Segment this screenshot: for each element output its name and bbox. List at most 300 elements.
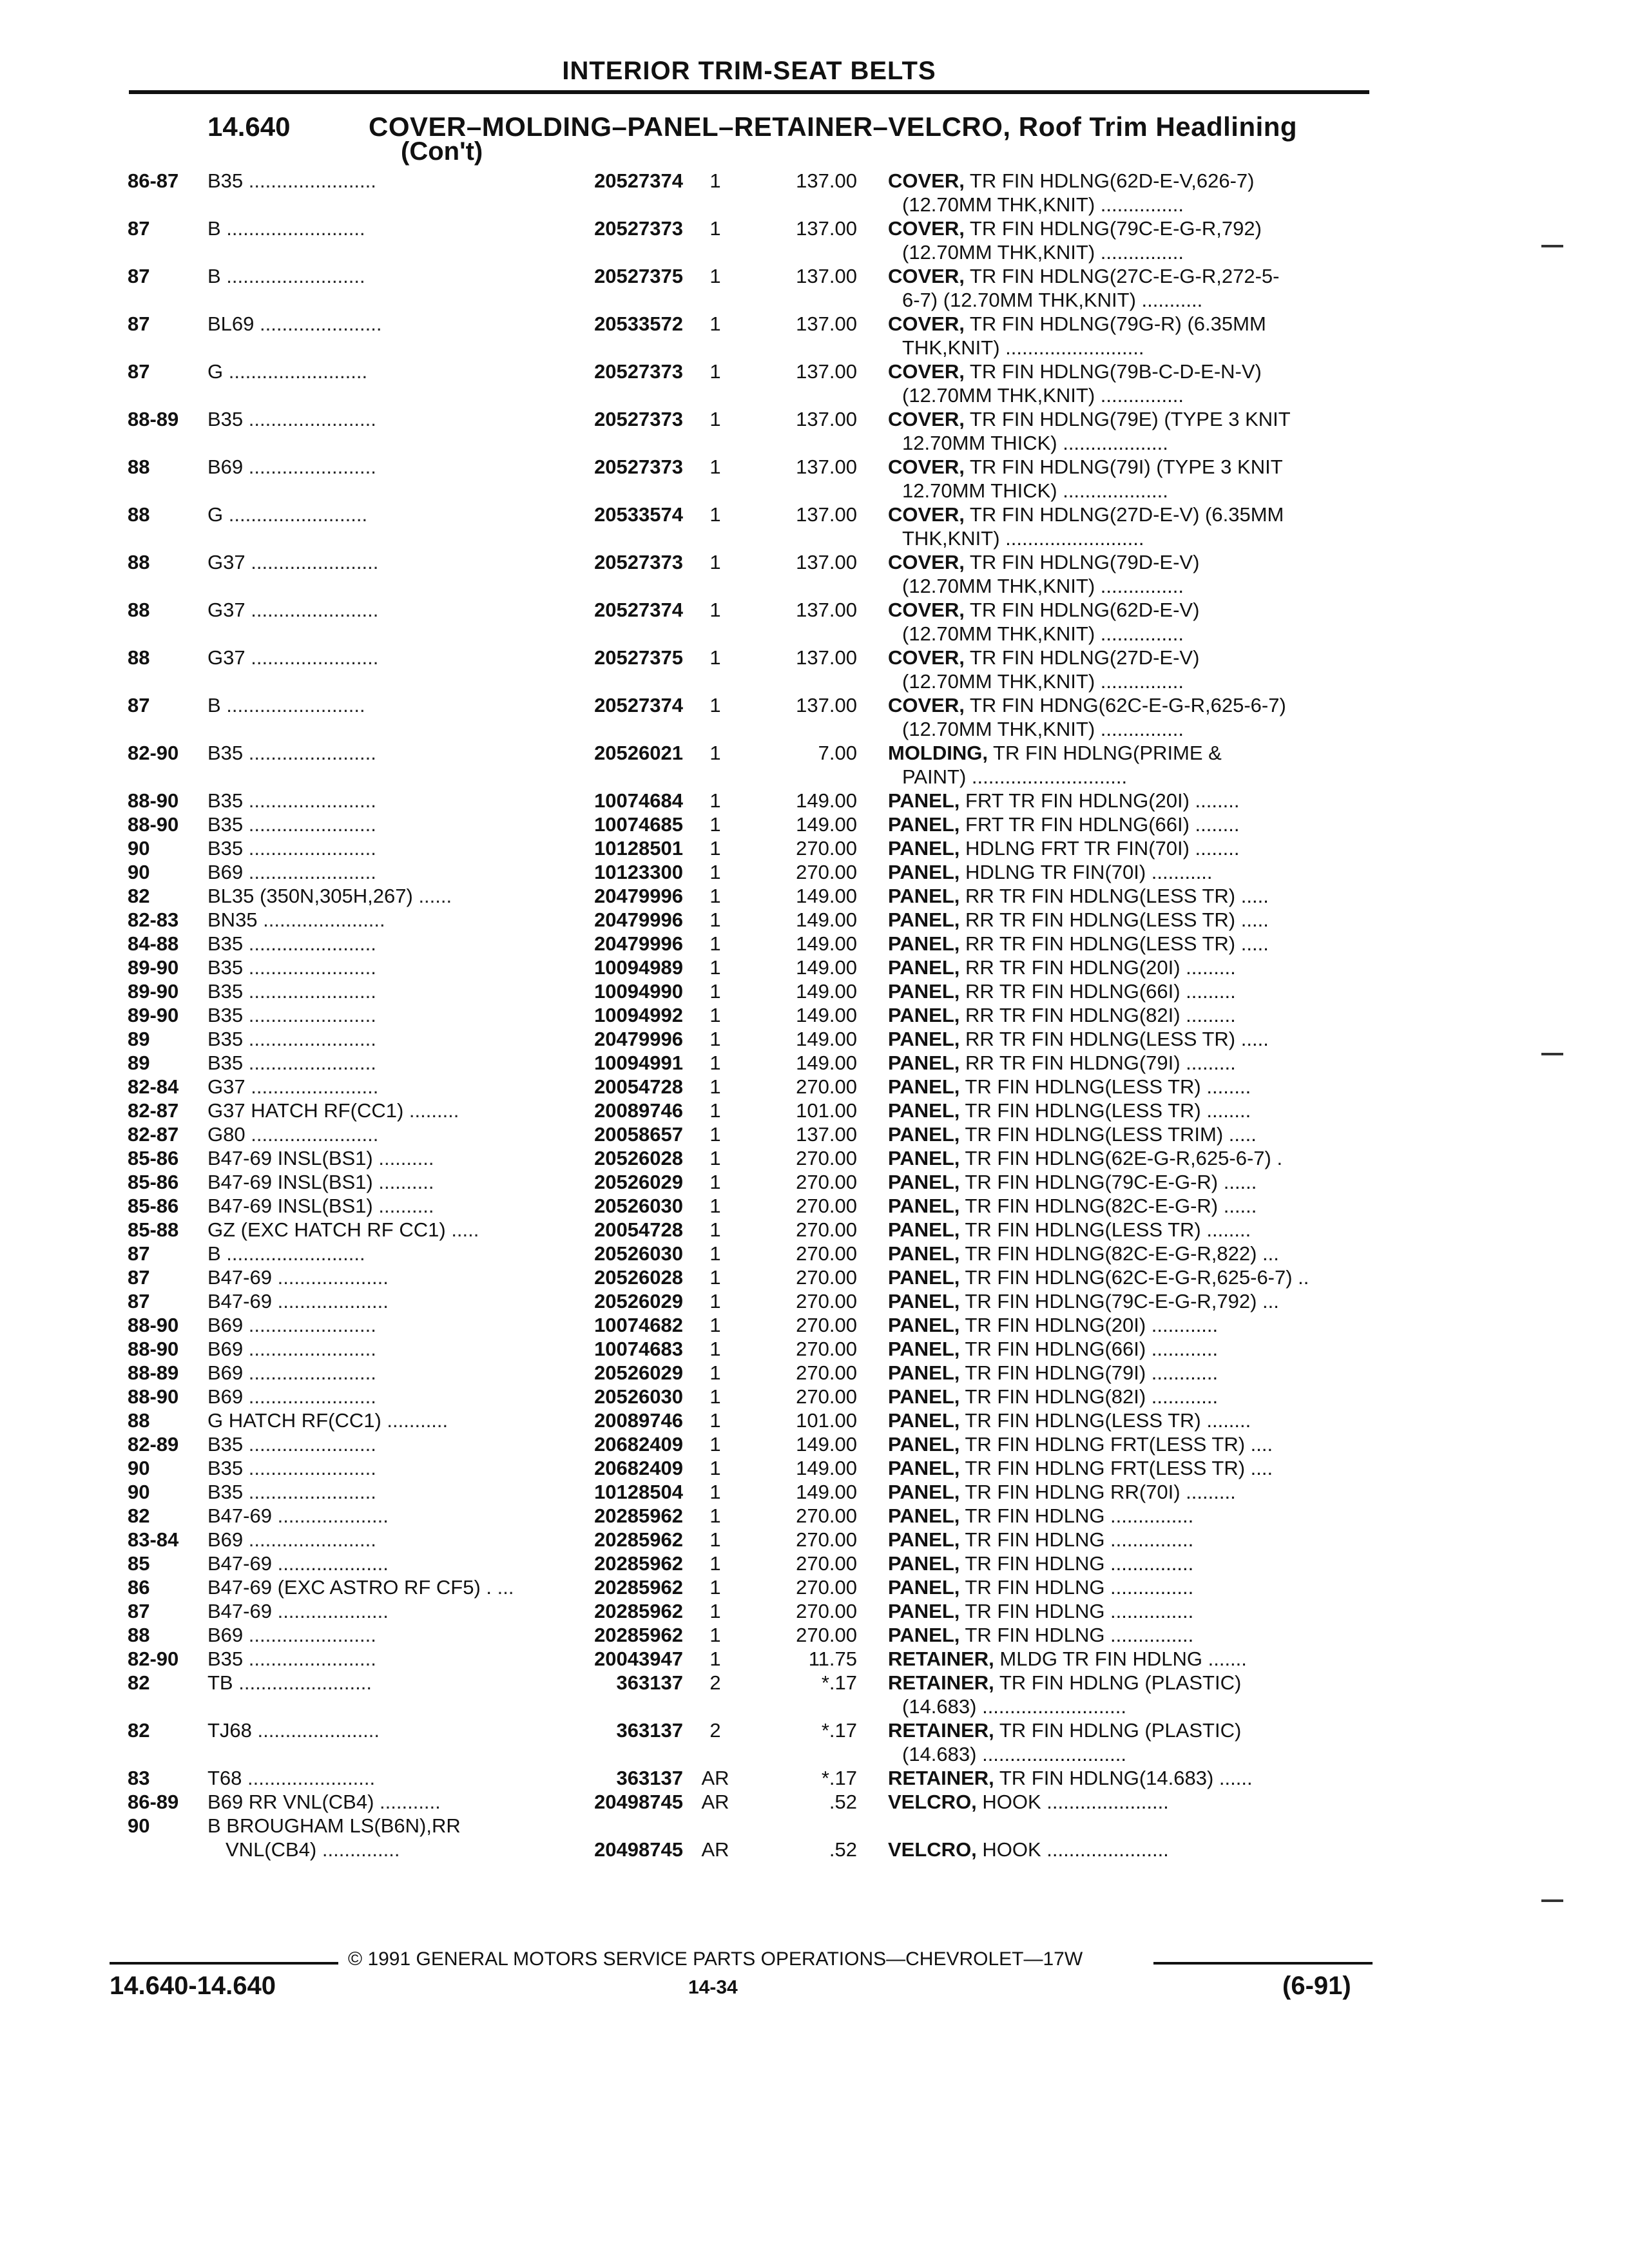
model-cell bbox=[207, 1504, 555, 1528]
leader-dots: ...................... bbox=[257, 908, 385, 931]
part-number-cell: 20526029 bbox=[594, 1290, 683, 1312]
description-continuation: (12.70MM THK,KNIT) ............... bbox=[902, 718, 1184, 740]
table-row bbox=[0, 598, 1629, 646]
description-cell bbox=[888, 693, 1358, 717]
description-cell bbox=[888, 646, 1358, 669]
table-row bbox=[0, 312, 1629, 360]
model-text: G37 bbox=[207, 646, 246, 669]
model-cell bbox=[207, 1718, 555, 1742]
description-cell bbox=[888, 1146, 1358, 1170]
description-text: TR FIN HDLNG(LESS TR) ........ bbox=[959, 1099, 1251, 1122]
margin-mark bbox=[1541, 1053, 1563, 1055]
part-number-cell: 363137 bbox=[616, 1671, 683, 1694]
description-text: TR FIN HDLNG(27C-E-G-R,272-5- bbox=[964, 265, 1280, 287]
model-text: B bbox=[207, 217, 221, 240]
quantity-cell: 1 bbox=[709, 1504, 721, 1527]
quantity-cell: 1 bbox=[709, 1052, 721, 1074]
model-text: B35 bbox=[207, 789, 244, 812]
part-number-cell: 10094991 bbox=[594, 1052, 683, 1074]
description-text: RR TR FIN HDLNG(20I) ......... bbox=[959, 956, 1236, 979]
model-cell bbox=[207, 812, 555, 836]
price-cell: *.17 bbox=[821, 1671, 857, 1694]
quantity-cell: 1 bbox=[709, 1218, 721, 1241]
year-cell: 88 bbox=[128, 1409, 150, 1432]
price-cell: 137.00 bbox=[796, 646, 857, 669]
model-text: B BROUGHAM LS(B6N),RR bbox=[207, 1814, 461, 1837]
model-cell bbox=[207, 1146, 555, 1170]
year-cell: 90 bbox=[128, 1814, 150, 1837]
leader-dots: ....................... bbox=[243, 1433, 376, 1456]
model-text: B35 bbox=[207, 1457, 244, 1479]
description-text: RR TR FIN HDLNG(66I) ......... bbox=[959, 980, 1236, 1003]
quantity-cell: 1 bbox=[709, 1290, 721, 1312]
price-cell: 137.00 bbox=[796, 599, 857, 621]
description-keyword: COVER, bbox=[888, 503, 965, 526]
year-cell: 90 bbox=[128, 837, 150, 860]
part-number-cell: 20527373 bbox=[594, 360, 683, 383]
quantity-cell: 1 bbox=[709, 1600, 721, 1622]
part-number-cell: 10094989 bbox=[594, 956, 683, 979]
description-text: RR TR FIN HDLNG(82I) ......... bbox=[959, 1004, 1236, 1026]
model-text: BN35 bbox=[207, 908, 258, 931]
model-text: G bbox=[207, 360, 224, 383]
description-keyword: PANEL, bbox=[888, 861, 960, 883]
description-cell bbox=[888, 550, 1358, 574]
model-text: B bbox=[207, 1242, 221, 1265]
price-cell: 11.75 bbox=[808, 1648, 857, 1670]
model-text: G80 bbox=[207, 1123, 246, 1146]
leader-dots: ....................... bbox=[245, 599, 379, 621]
description-cell bbox=[888, 264, 1358, 288]
description-cell bbox=[888, 1528, 1358, 1552]
description-cell bbox=[888, 1289, 1358, 1313]
footer-rule-right bbox=[1153, 1962, 1373, 1965]
year-cell: 83 bbox=[128, 1767, 150, 1789]
year-cell: 82-84 bbox=[128, 1075, 179, 1098]
table-row bbox=[0, 956, 1629, 979]
model-cell bbox=[207, 1075, 555, 1099]
description-cell bbox=[888, 1313, 1358, 1337]
description-keyword: PANEL, bbox=[888, 1171, 960, 1193]
quantity-cell: 1 bbox=[709, 1481, 721, 1503]
quantity-cell: 1 bbox=[709, 408, 721, 430]
price-cell: 270.00 bbox=[796, 1576, 857, 1599]
description-keyword: COVER, bbox=[888, 551, 965, 573]
part-number-cell: 20498745 bbox=[594, 1838, 683, 1861]
part-number-cell: 363137 bbox=[616, 1719, 683, 1742]
table-row bbox=[0, 1170, 1629, 1194]
table-row bbox=[0, 646, 1629, 693]
part-number-cell: 20526030 bbox=[594, 1195, 683, 1217]
description-keyword: PANEL, bbox=[888, 1600, 960, 1622]
table-row bbox=[0, 1552, 1629, 1575]
quantity-cell: 1 bbox=[709, 1266, 721, 1289]
model-cell bbox=[207, 1790, 555, 1814]
model-text: B69 RR VNL(CB4) bbox=[207, 1791, 374, 1813]
model-cell bbox=[207, 836, 555, 860]
description-text: TR FIN HDLNG(27D-E-V) bbox=[964, 646, 1200, 669]
price-cell: 270.00 bbox=[796, 1624, 857, 1646]
table-row bbox=[0, 1790, 1629, 1814]
description-text: TR FIN HDLNG(LESS TRIM) ..... bbox=[959, 1123, 1257, 1146]
parts-table bbox=[0, 169, 1629, 1861]
leader-dots: ......................... bbox=[220, 694, 365, 716]
leader-dots: ....................... bbox=[243, 1361, 376, 1384]
table-row bbox=[0, 1099, 1629, 1122]
part-number-cell: 20527374 bbox=[594, 169, 683, 192]
price-cell: 137.00 bbox=[796, 408, 857, 430]
part-number-cell: 20526021 bbox=[594, 742, 683, 764]
description-text: HDLNG FRT TR FIN(70I) ........ bbox=[959, 837, 1240, 860]
model-cell bbox=[207, 1194, 555, 1218]
section-subtitle: (Con't) bbox=[401, 137, 483, 166]
model-text: B47-69 (EXC ASTRO RF CF5) . bbox=[207, 1576, 492, 1599]
description-text: TR FIN HDLNG FRT(LESS TR) .... bbox=[959, 1433, 1273, 1456]
quantity-cell: 1 bbox=[709, 789, 721, 812]
price-cell: 270.00 bbox=[796, 1361, 857, 1384]
description-keyword: PANEL, bbox=[888, 1361, 960, 1384]
description-cell bbox=[888, 1623, 1358, 1647]
price-cell: 270.00 bbox=[796, 1314, 857, 1336]
description-text: HOOK ...................... bbox=[976, 1791, 1169, 1813]
year-cell: 87 bbox=[128, 1242, 150, 1265]
quantity-cell: 1 bbox=[709, 1624, 721, 1646]
year-cell: 82-90 bbox=[128, 742, 179, 764]
quantity-cell: AR bbox=[701, 1791, 729, 1813]
model-cell bbox=[207, 550, 555, 574]
model-text: B35 bbox=[207, 837, 244, 860]
leader-dots: ......................... bbox=[220, 1242, 365, 1265]
model-text: TJ68 bbox=[207, 1719, 252, 1742]
year-cell: 87 bbox=[128, 1266, 150, 1289]
table-row bbox=[0, 884, 1629, 908]
price-cell: 137.00 bbox=[796, 265, 857, 287]
model-cell bbox=[207, 789, 555, 812]
leader-dots: .............. bbox=[316, 1838, 400, 1861]
quantity-cell: 1 bbox=[709, 1004, 721, 1026]
part-number-cell: 20526028 bbox=[594, 1147, 683, 1169]
part-number-cell: 20527375 bbox=[594, 646, 683, 669]
table-row bbox=[0, 407, 1629, 455]
description-keyword: COVER, bbox=[888, 360, 965, 383]
year-cell: 83-84 bbox=[128, 1528, 179, 1551]
quantity-cell: 1 bbox=[709, 1314, 721, 1336]
year-cell: 87 bbox=[128, 265, 150, 287]
leader-dots: .................... bbox=[271, 1504, 389, 1527]
table-row bbox=[0, 1623, 1629, 1647]
model-cell bbox=[207, 741, 555, 765]
model-cell bbox=[207, 1432, 555, 1456]
year-cell: 82-83 bbox=[128, 908, 179, 931]
description-keyword: PANEL, bbox=[888, 1099, 960, 1122]
description-keyword: COVER, bbox=[888, 265, 965, 287]
quantity-cell: 1 bbox=[709, 1576, 721, 1599]
model-cell bbox=[207, 932, 555, 956]
leader-dots: ..... bbox=[445, 1218, 479, 1241]
footer-page-number: 14-34 bbox=[688, 1977, 738, 1998]
table-row bbox=[0, 1480, 1629, 1504]
model-text: B69 bbox=[207, 1361, 244, 1384]
description-text: RR TR FIN HDLNG(LESS TR) ..... bbox=[959, 1028, 1269, 1050]
part-number-cell: 20527373 bbox=[594, 217, 683, 240]
model-text: G bbox=[207, 503, 224, 526]
year-cell: 88-90 bbox=[128, 1314, 179, 1336]
quantity-cell: 1 bbox=[709, 646, 721, 669]
price-cell: 137.00 bbox=[796, 456, 857, 478]
description-cell bbox=[888, 1027, 1358, 1051]
description-continuation: (12.70MM THK,KNIT) ............... bbox=[902, 670, 1184, 693]
description-text: TR FIN HDLNG ............... bbox=[959, 1576, 1194, 1599]
part-number-cell: 20285962 bbox=[594, 1504, 683, 1527]
table-row bbox=[0, 1456, 1629, 1480]
description-cell bbox=[888, 407, 1358, 431]
description-keyword: PANEL, bbox=[888, 1552, 960, 1575]
description-keyword: PANEL, bbox=[888, 1028, 960, 1050]
description-text: TR FIN HDLNG(79C-E-G-R) ...... bbox=[959, 1171, 1257, 1193]
description-cell bbox=[888, 1718, 1358, 1742]
model-text: B35 bbox=[207, 813, 244, 836]
year-cell: 89 bbox=[128, 1052, 150, 1074]
year-cell: 82-87 bbox=[128, 1123, 179, 1146]
description-continuation: (12.70MM THK,KNIT) ............... bbox=[902, 622, 1184, 645]
description-keyword: PANEL, bbox=[888, 1290, 960, 1312]
description-text: TR FIN HDLNG(79I) ............ bbox=[959, 1361, 1219, 1384]
description-text: RR TR FIN HDLNG(LESS TR) ..... bbox=[959, 932, 1269, 955]
description-continuation: (14.683) .......................... bbox=[902, 1743, 1127, 1765]
price-cell: 101.00 bbox=[796, 1099, 857, 1122]
part-number-cell: 20285962 bbox=[594, 1552, 683, 1575]
quantity-cell: 1 bbox=[709, 1171, 721, 1193]
price-cell: 149.00 bbox=[796, 1457, 857, 1479]
price-cell: 137.00 bbox=[796, 360, 857, 383]
model-text: BL69 bbox=[207, 312, 255, 335]
leader-dots: ....................... bbox=[243, 1457, 376, 1479]
description-keyword: PANEL, bbox=[888, 1195, 960, 1217]
quantity-cell: 1 bbox=[709, 861, 721, 883]
model-text: B47-69 INSL(BS1) bbox=[207, 1171, 373, 1193]
model-cell bbox=[207, 1265, 555, 1289]
model-cell bbox=[207, 455, 555, 479]
year-cell: 85-86 bbox=[128, 1195, 179, 1217]
description-text: MLDG TR FIN HDLNG ....... bbox=[994, 1648, 1247, 1670]
description-continuation: (12.70MM THK,KNIT) ............... bbox=[902, 575, 1184, 597]
description-cell bbox=[888, 1099, 1358, 1122]
part-number-cell: 20043947 bbox=[594, 1648, 683, 1670]
table-row bbox=[0, 932, 1629, 956]
table-row bbox=[0, 1504, 1629, 1528]
year-cell: 88 bbox=[128, 551, 150, 573]
model-cell bbox=[207, 908, 555, 932]
price-cell: 270.00 bbox=[796, 1075, 857, 1098]
model-text: B69 bbox=[207, 1624, 244, 1646]
description-text: TR FIN HDLNG(62E-G-R,625-6-7) . bbox=[959, 1147, 1283, 1169]
table-row bbox=[0, 1218, 1629, 1242]
year-cell: 85-86 bbox=[128, 1171, 179, 1193]
price-cell: .52 bbox=[829, 1791, 857, 1813]
model-cell bbox=[207, 1671, 555, 1695]
margin-mark bbox=[1541, 245, 1563, 247]
part-number-cell: 20526030 bbox=[594, 1242, 683, 1265]
part-number-cell: 20526028 bbox=[594, 1266, 683, 1289]
leader-dots: ........... bbox=[374, 1791, 441, 1813]
model-text: B35 bbox=[207, 742, 244, 764]
price-cell: *.17 bbox=[821, 1767, 857, 1789]
description-keyword: COVER, bbox=[888, 408, 965, 430]
year-cell: 89-90 bbox=[128, 956, 179, 979]
description-keyword: COVER, bbox=[888, 646, 965, 669]
part-number-cell: 20054728 bbox=[594, 1218, 683, 1241]
quantity-cell: AR bbox=[701, 1838, 729, 1861]
description-continuation: (12.70MM THK,KNIT) ............... bbox=[902, 193, 1184, 216]
description-continuation: 12.70MM THICK) ................... bbox=[902, 479, 1168, 502]
leader-dots: .......... bbox=[372, 1195, 434, 1217]
year-cell: 82 bbox=[128, 1504, 150, 1527]
year-cell: 88 bbox=[128, 456, 150, 478]
year-cell: 82-89 bbox=[128, 1433, 179, 1456]
model-text: B69 bbox=[207, 1528, 244, 1551]
model-cell bbox=[207, 1814, 555, 1838]
model-cell bbox=[207, 1313, 555, 1337]
description-text: TR FIN HDLNG ............... bbox=[959, 1528, 1194, 1551]
description-keyword: PANEL, bbox=[888, 1123, 960, 1146]
model-text: G37 HATCH RF(CC1) bbox=[207, 1099, 404, 1122]
price-cell: 149.00 bbox=[796, 813, 857, 836]
year-cell: 85 bbox=[128, 1552, 150, 1575]
description-text: TR FIN HDLNG (PLASTIC) bbox=[994, 1719, 1242, 1742]
description-keyword: PANEL, bbox=[888, 1409, 960, 1432]
table-row bbox=[0, 812, 1629, 836]
model-cell bbox=[207, 312, 555, 336]
model-text: B35 bbox=[207, 932, 244, 955]
year-cell: 90 bbox=[128, 861, 150, 883]
description-cell bbox=[888, 1790, 1358, 1814]
description-text: TR FIN HDLNG(62C-E-G-R,625-6-7) .. bbox=[959, 1266, 1309, 1289]
description-keyword: RETAINER, bbox=[888, 1767, 994, 1789]
model-text: G37 bbox=[207, 551, 246, 573]
model-text: B bbox=[207, 265, 221, 287]
year-cell: 88 bbox=[128, 1624, 150, 1646]
table-row bbox=[0, 789, 1629, 812]
model-cell bbox=[207, 1337, 555, 1361]
leader-dots: ...... bbox=[412, 885, 452, 907]
description-text: TR FIN HDLNG ............... bbox=[959, 1624, 1194, 1646]
year-cell: 86-87 bbox=[128, 169, 179, 192]
price-cell: 270.00 bbox=[796, 1290, 857, 1312]
year-cell: 85-88 bbox=[128, 1218, 179, 1241]
model-cell bbox=[207, 1575, 555, 1599]
price-cell: 7.00 bbox=[818, 742, 857, 764]
model-cell bbox=[207, 693, 555, 717]
description-cell bbox=[888, 1122, 1358, 1146]
description-cell bbox=[888, 812, 1358, 836]
part-number-cell: 20479996 bbox=[594, 908, 683, 931]
model-cell bbox=[207, 1289, 555, 1313]
description-cell bbox=[888, 455, 1358, 479]
table-row bbox=[0, 1194, 1629, 1218]
year-cell: 88 bbox=[128, 646, 150, 669]
description-cell bbox=[888, 908, 1358, 932]
price-cell: 137.00 bbox=[796, 551, 857, 573]
part-number-cell: 20285962 bbox=[594, 1576, 683, 1599]
quantity-cell: 1 bbox=[709, 599, 721, 621]
leader-dots: ........................ bbox=[233, 1671, 372, 1694]
part-number-cell: 20527375 bbox=[594, 265, 683, 287]
price-cell: 270.00 bbox=[796, 1171, 857, 1193]
quantity-cell: 1 bbox=[709, 1338, 721, 1360]
description-text: TR FIN HDLNG ............... bbox=[959, 1600, 1194, 1622]
description-text: TR FIN HDLNG(LESS TR) ........ bbox=[959, 1409, 1251, 1432]
description-text: TR FIN HDLNG FRT(LESS TR) .... bbox=[959, 1457, 1273, 1479]
description-text: TR FIN HDLNG(79I) (TYPE 3 KNIT bbox=[964, 456, 1283, 478]
price-cell: 270.00 bbox=[796, 1528, 857, 1551]
table-row bbox=[0, 1003, 1629, 1027]
description-text: TR FIN HDLNG(14.683) ...... bbox=[994, 1767, 1253, 1789]
leader-dots: ...................... bbox=[254, 312, 382, 335]
description-cell bbox=[888, 598, 1358, 622]
description-keyword: PANEL, bbox=[888, 1528, 960, 1551]
description-text: FRT TR FIN HDLNG(66I) ........ bbox=[959, 813, 1240, 836]
table-row bbox=[0, 1814, 1629, 1838]
description-text: TR FIN HDLNG(79E) (TYPE 3 KNIT bbox=[964, 408, 1291, 430]
table-row bbox=[0, 1718, 1629, 1766]
leader-dots: .......... bbox=[372, 1171, 434, 1193]
quantity-cell: 1 bbox=[709, 169, 721, 192]
description-text: TR FIN HDLNG(PRIME & bbox=[988, 742, 1222, 764]
leader-dots: .................... bbox=[271, 1552, 389, 1575]
table-row bbox=[0, 455, 1629, 503]
description-keyword: PANEL, bbox=[888, 1385, 960, 1408]
model-cell bbox=[207, 1242, 555, 1265]
quantity-cell: 1 bbox=[709, 1028, 721, 1050]
description-cell bbox=[888, 1265, 1358, 1289]
quantity-cell: AR bbox=[701, 1767, 729, 1789]
description-cell bbox=[888, 1337, 1358, 1361]
section-title: COVER–MOLDING–PANEL–RETAINER–VELCRO, Roof Trim Headlining bbox=[369, 111, 1298, 142]
model-cell bbox=[207, 407, 555, 431]
model-text: B47-69 bbox=[207, 1600, 272, 1622]
model-text: B35 bbox=[207, 1004, 244, 1026]
leader-dots: .................... bbox=[271, 1266, 389, 1289]
header-rule bbox=[129, 90, 1369, 94]
leader-dots: ....................... bbox=[243, 1004, 376, 1026]
year-cell: 87 bbox=[128, 1600, 150, 1622]
part-number-cell: 20089746 bbox=[594, 1409, 683, 1432]
description-keyword: PANEL, bbox=[888, 789, 960, 812]
description-text: TR FIN HDLNG ............... bbox=[959, 1552, 1194, 1575]
description-text: RR TR FIN HDLNG(LESS TR) ..... bbox=[959, 908, 1269, 931]
description-cell bbox=[888, 789, 1358, 812]
description-text: TR FIN HDLNG(79C-E-G-R,792) bbox=[964, 217, 1262, 240]
quantity-cell: 1 bbox=[709, 1552, 721, 1575]
description-cell bbox=[888, 216, 1358, 240]
description-keyword: COVER, bbox=[888, 169, 965, 192]
model-cell bbox=[207, 1003, 555, 1027]
quantity-cell: 1 bbox=[709, 1147, 721, 1169]
description-cell bbox=[888, 1671, 1358, 1695]
model-text: B35 bbox=[207, 1052, 244, 1074]
model-cell bbox=[207, 1456, 555, 1480]
description-keyword: COVER, bbox=[888, 694, 965, 716]
leader-dots: ....................... bbox=[243, 169, 376, 192]
quantity-cell: 1 bbox=[709, 1457, 721, 1479]
model-cell bbox=[207, 956, 555, 979]
description-cell bbox=[888, 1194, 1358, 1218]
model-cell bbox=[207, 1766, 555, 1790]
quantity-cell: 1 bbox=[709, 908, 721, 931]
part-number-cell: 20527373 bbox=[594, 408, 683, 430]
leader-dots: ....................... bbox=[243, 456, 376, 478]
description-cell bbox=[888, 1480, 1358, 1504]
